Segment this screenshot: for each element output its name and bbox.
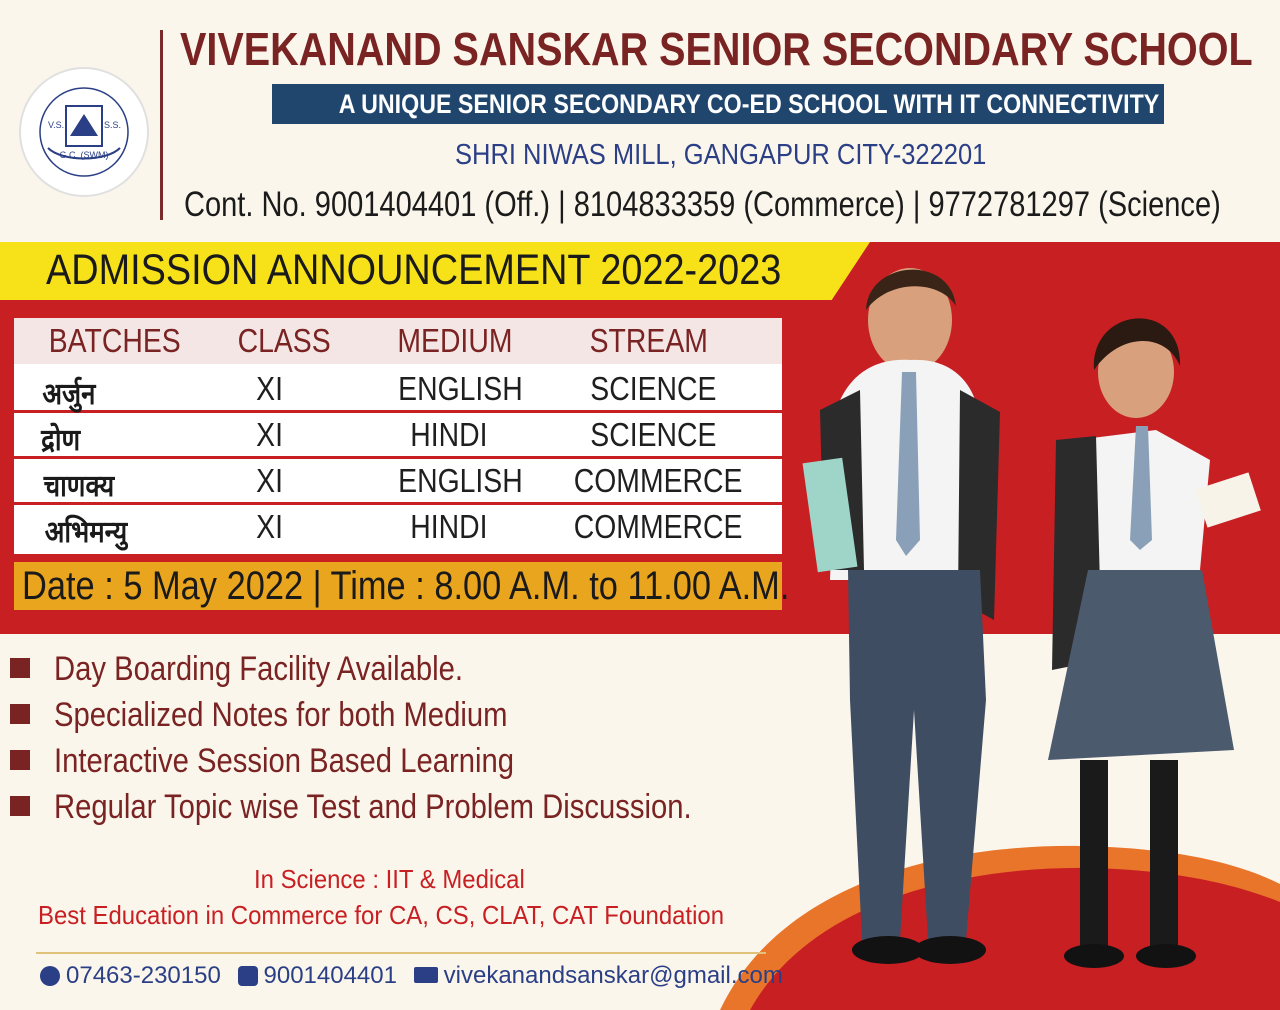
- bullet-square-icon: [10, 658, 30, 678]
- batch-name: अर्जुन: [42, 378, 96, 411]
- class-cell: XI: [256, 508, 284, 545]
- phone-number: 07463-230150: [66, 962, 221, 989]
- tagline-text: A UNIQUE SENIOR SECONDARY CO-ED SCHOOL WITH IT CONNECTIVITY: [338, 89, 1160, 119]
- footer-email[interactable]: [414, 962, 783, 990]
- class-cell: XI: [256, 416, 284, 453]
- bullet-square-icon: [10, 704, 30, 724]
- footer-contacts: [40, 962, 793, 992]
- batch-name: चाणक्य: [43, 470, 115, 503]
- stream-cell: COMMERCE: [573, 508, 743, 545]
- girl-figure: [1048, 318, 1261, 968]
- commerce-highlight: Best Education in Commerce for CA, CS, CLAT, CAT Foundation: [38, 900, 725, 930]
- schedule-text: Date : 5 May 2022 | Time : 8.00 A.M. to 11.00 A.M.: [22, 564, 790, 608]
- feature-text: Day Boarding Facility Available.: [54, 650, 464, 688]
- footer-separator: [36, 952, 766, 954]
- header-divider: [160, 30, 163, 220]
- mobile-icon: [238, 966, 258, 986]
- students-photo: [790, 240, 1280, 1010]
- bullet-square-icon: [10, 750, 30, 770]
- contact-numbers: Cont. No. 9001404401 (Off.) | 8104833359 (Commerce) | 9772781297 (Science): [184, 185, 1221, 224]
- batch-name: द्रोण: [41, 424, 81, 457]
- stream-cell: SCIENCE: [590, 416, 717, 453]
- school-logo-icon: [18, 66, 150, 198]
- medium-cell: ENGLISH: [398, 462, 523, 499]
- row-divider: [14, 502, 782, 505]
- svg-text:V.S.: V.S.: [48, 120, 65, 130]
- row-divider: [14, 456, 782, 459]
- class-cell: XI: [256, 462, 284, 499]
- school-address: SHRI NIWAS MILL, GANGAPUR CITY-322201: [455, 139, 987, 171]
- footer-phone[interactable]: [40, 962, 221, 990]
- email-address: vivekanandsanskar@gmail.com: [443, 962, 783, 989]
- medium-cell: HINDI: [410, 508, 488, 545]
- stream-cell: COMMERCE: [573, 462, 743, 499]
- school-tagline: [272, 84, 1164, 124]
- header-class: CLASS: [237, 322, 331, 359]
- header-medium: MEDIUM: [397, 322, 513, 359]
- batch-name: अभिमन्यु: [44, 516, 128, 549]
- email-icon: [414, 967, 438, 983]
- header-stream: STREAM: [589, 322, 708, 359]
- svg-text:G.C. (SWM): G.C. (SWM): [59, 150, 109, 160]
- class-cell: XI: [256, 370, 284, 407]
- medium-cell: HINDI: [410, 416, 488, 453]
- feature-text: Specialized Notes for both Medium: [54, 696, 508, 734]
- batch-table: [14, 318, 782, 554]
- medium-cell: ENGLISH: [398, 370, 523, 407]
- header-batches: BATCHES: [48, 322, 181, 359]
- stream-cell: SCIENCE: [590, 370, 717, 407]
- announcement-title: ADMISSION ANNOUNCEMENT 2022-2023: [46, 246, 782, 294]
- boy-figure: [803, 268, 1000, 964]
- science-highlight: In Science : IIT & Medical: [254, 864, 525, 894]
- feature-text: Interactive Session Based Learning: [54, 742, 515, 780]
- svg-text:S.S.: S.S.: [104, 120, 122, 130]
- bullet-square-icon: [10, 796, 30, 816]
- row-divider: [14, 410, 782, 413]
- feature-text: Regular Topic wise Test and Problem Discussion.: [54, 788, 692, 826]
- phone-icon: [40, 966, 60, 986]
- footer-mobile[interactable]: [238, 962, 397, 990]
- school-name: VIVEKANAND SANSKAR SENIOR SECONDARY SCHOOL: [180, 23, 1253, 75]
- mobile-number: 9001404401: [263, 962, 397, 989]
